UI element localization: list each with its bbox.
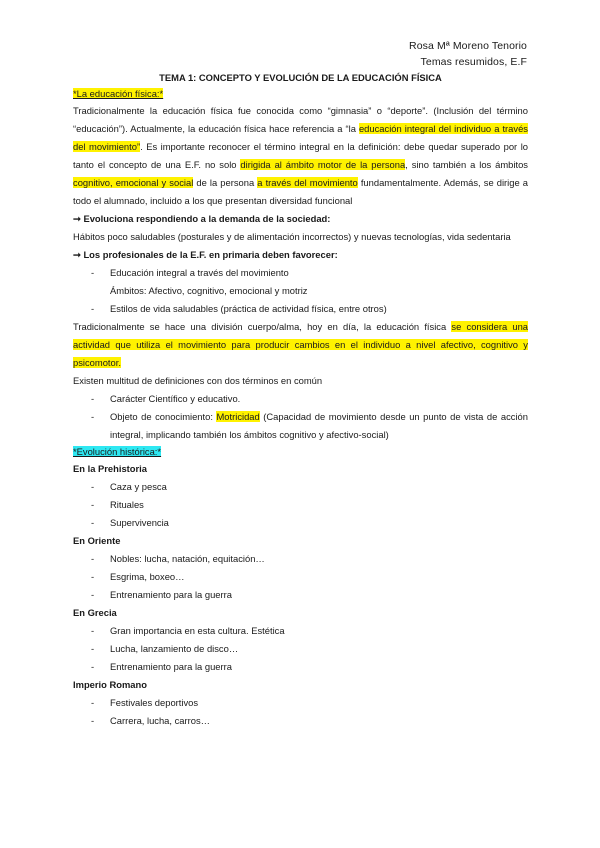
list-item: - Objeto de conocimiento: Motricidad (Capacidad de movimiento desde un punto de vista de acción integral, implicando también los ámbitos cognitivo y afectivo-social) [73, 408, 528, 444]
highlight-integral-education: educación integral del individuo a través del movimiento” [73, 123, 528, 152]
favor-list-continued [73, 300, 528, 318]
page-header [409, 38, 527, 70]
document-body [73, 70, 528, 730]
list-item: - Rituales [73, 496, 528, 514]
paragraph-definition: Tradicionalmente la educación física fue conocida como “gimnasia” o “deporte”. (Inclusión del término “educación”). Actualmente, la educación física hace referencia a “la educación integral del individuo a través del movimiento”. Es importante reconocer el término integral en la definición: debe quedar superado por lo tanto el concepto de una E.F. no solo dirigida al ámbito motor de la persona, sino también a los ámbitos cognitivo, emocional y social de la persona a través del movimiento fundamentalmente. Además, se dirige a todo el alumnado, incluido a los que presentan diversidad funcional [73, 105, 528, 206]
paragraph-body-soul: Tradicionalmente se hace una división cuerpo/alma, hoy en día, la educación física se considera una actividad que utiliza el movimiento para producir cambios en el individuo a nivel afectivo, cognitivo y psicomotor. [73, 321, 529, 368]
period-list [73, 478, 528, 532]
arrow-heading-professionals: ➞ Los profesionales de la E.F. en primaria deben favorecer: [73, 249, 338, 260]
section-heading-physical-education: *La educación física:* [73, 88, 164, 99]
period-heading: Imperio Romano [73, 679, 147, 690]
list-item: - Gran importancia en esta cultura. Estética [73, 622, 528, 640]
period-list [73, 550, 528, 604]
list-item: - Nobles: lucha, natación, equitación… [73, 550, 528, 568]
period-heading: En la Prehistoria [73, 463, 147, 474]
highlight-through-movement: a través del movimiento [257, 177, 358, 188]
list-item: - Carácter Científico y educativo. [73, 390, 528, 408]
list-item: - Lucha, lanzamiento de disco… [73, 640, 528, 658]
common-terms-list [73, 390, 528, 444]
period-heading: En Oriente [73, 535, 121, 546]
highlight-motor-scope: dirigida al ámbito motor de la persona [240, 159, 406, 170]
list-item: - Entrenamiento para la guerra [73, 658, 528, 676]
list-item: - Esgrima, boxeo… [73, 568, 528, 586]
list-item: - Caza y pesca [73, 478, 528, 496]
list-item: - Supervivencia [73, 514, 528, 532]
document-subtitle: Temas resumidos, E.F [420, 56, 527, 68]
paragraph-unhealthy-habits: Hábitos poco saludables (posturales y de alimentación incorrectos) y nuevas tecnologías, vida sedentaria [73, 231, 511, 242]
list-item: - Festivales deportivos [73, 694, 528, 712]
author-name: Rosa Mª Moreno Tenorio [409, 40, 527, 52]
period-list [73, 622, 528, 676]
history-periods [73, 460, 528, 730]
list-subitem: Ámbitos: Afectivo, cognitivo, emocional y motriz [110, 285, 308, 296]
period-heading: En Grecia [73, 607, 117, 618]
paragraph-definitions: Existen multitud de definiciones con dos términos en común [73, 375, 323, 386]
list-item: - Carrera, lucha, carros… [73, 712, 528, 730]
period-list [73, 694, 528, 730]
section-heading-historical-evolution: *Evolución histórica:* [73, 446, 162, 457]
list-item: - Entrenamiento para la guerra [73, 586, 528, 604]
arrow-heading-society-demand: ➞ Evoluciona respondiendo a la demanda de la sociedad: [73, 213, 331, 224]
highlight-cognitive-emotional-social: cognitivo, emocional y social [73, 177, 194, 188]
list-item: - Educación integral a través del movimiento [73, 264, 528, 282]
highlight-movement-changes: se considera una actividad que utiliza el movimiento para producir cambios en el individuo a nivel afectivo, cognitivo y psicomotor. [73, 321, 529, 368]
document-title: TEMA 1: CONCEPTO Y EVOLUCIÓN DE LA EDUCACIÓN FÍSICA [159, 72, 442, 83]
list-item: - Estilos de vida saludables (práctica de actividad física, entre otros) [73, 300, 528, 318]
favor-list [73, 264, 528, 282]
highlight-motricidad: Motricidad [216, 411, 260, 422]
